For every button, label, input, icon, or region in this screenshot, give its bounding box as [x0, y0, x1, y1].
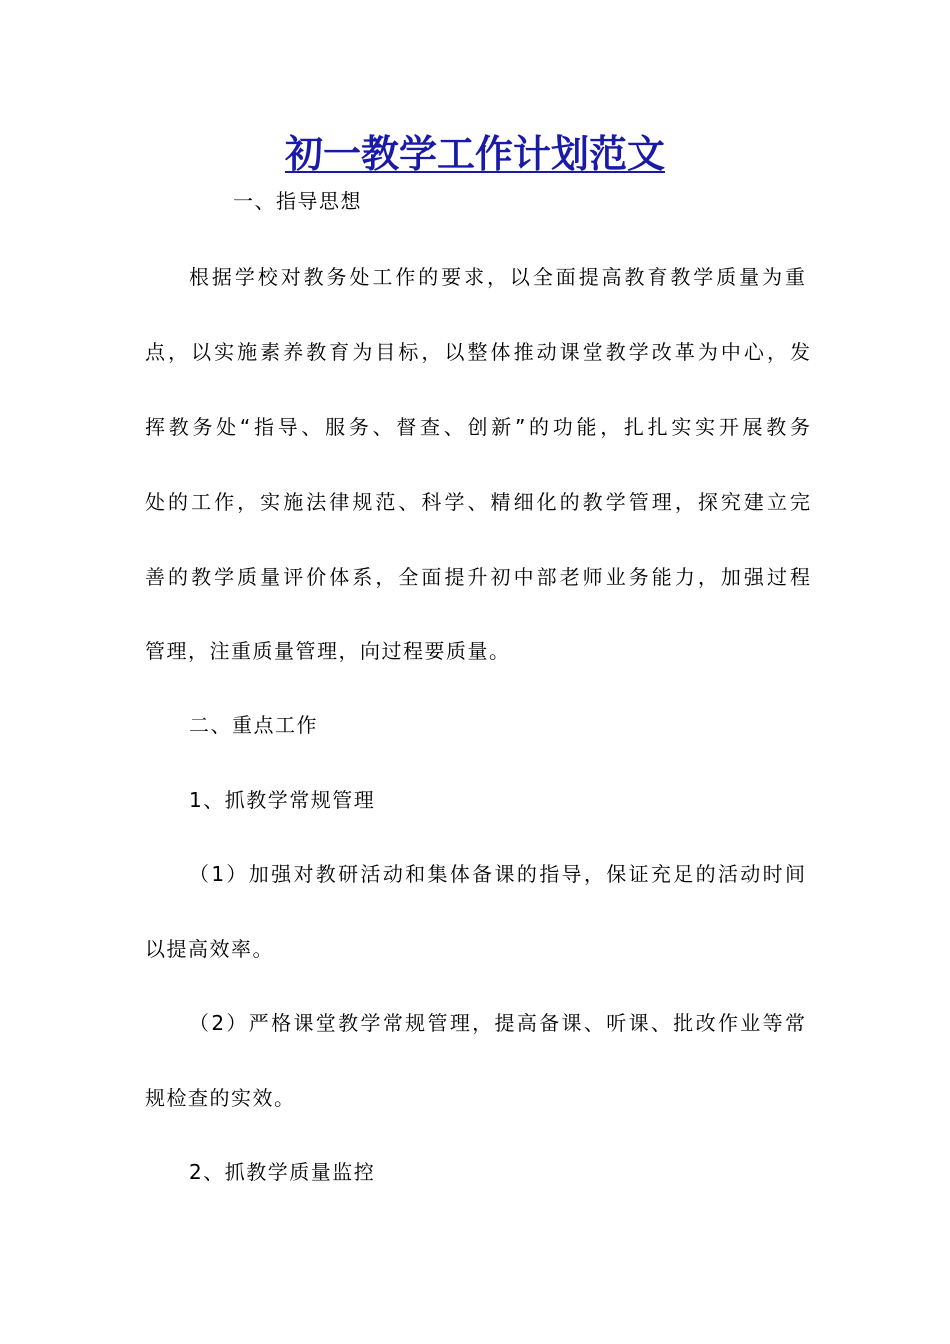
paragraph-line: 根据学校对教务处工作的要求，以全面提高教育教学质量为重 [189, 265, 805, 289]
paragraph-line: 点，以实施素养教育为目标，以整体推动课堂教学改革为中心，发 [145, 340, 810, 364]
paragraph-line: （2）严格课堂教学常规管理，提高备课、听课、批改作业等常 [189, 1011, 805, 1035]
paragraph-line: 处的工作，实施法律规范、科学、精细化的教学管理，探究建立完 [145, 490, 810, 514]
paragraph-line: 管理，注重质量管理，向过程要质量。 [145, 639, 511, 663]
paragraph-line: 挥教务处“指导、服务、督查、创新”的功能，扎扎实实开展教务 [145, 415, 810, 439]
paragraph-line: 规检查的实效。 [145, 1086, 296, 1110]
subsection-heading: 1、抓教学常规管理 [189, 788, 376, 812]
subsection-heading: 2、抓教学质量监控 [189, 1160, 376, 1184]
section-heading-guiding-thought: 一、指导思想 [233, 189, 362, 213]
paragraph-line: 善的教学质量评价体系，全面提升初中部老师业务能力，加强过程 [145, 565, 810, 589]
document-title-link[interactable]: 初一教学工作计划范文 [284, 131, 665, 176]
paragraph-line: （1）加强对教研活动和集体备课的指导，保证充足的活动时间 [189, 862, 805, 886]
paragraph-line: 以提高效率。 [145, 937, 274, 961]
section-heading-key-work: 二、重点工作 [189, 713, 318, 737]
